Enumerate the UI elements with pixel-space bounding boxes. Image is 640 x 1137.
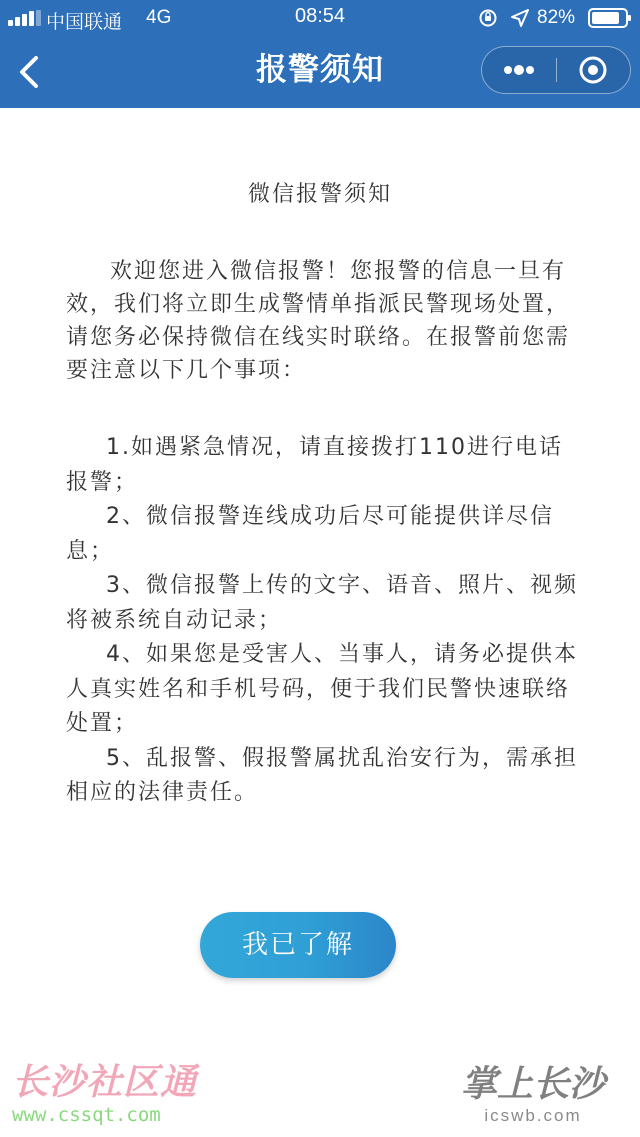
watermark-right xyxy=(438,1064,628,1126)
notice-item: 2、微信报警连线成功后尽可能提供详尽信息； xyxy=(66,504,554,564)
notice-title: 微信报警须知 xyxy=(247,182,392,207)
location-arrow-icon xyxy=(510,8,530,28)
watermark-left xyxy=(12,1062,232,1126)
more-button[interactable] xyxy=(482,47,556,92)
status-time: 08:54 xyxy=(294,5,346,27)
top-bar xyxy=(0,0,640,108)
notice-item: 3、微信报警上传的文字、语音、照片、视频将被系统自动记录； xyxy=(66,573,578,633)
carrier-name: 中国联通 xyxy=(46,12,123,33)
target-close-icon xyxy=(557,47,629,92)
rotation-lock-icon xyxy=(478,8,498,28)
notice-items xyxy=(66,431,586,811)
notice-item: 5、乱报警、假报警属扰乱治安行为，需承担相应的法律责任。 xyxy=(66,745,578,805)
battery-icon xyxy=(588,8,632,28)
acknowledge-button[interactable]: 我已了解 xyxy=(200,912,396,978)
network-type: 4G xyxy=(146,7,172,28)
navigation-bar xyxy=(0,36,640,108)
page-title: 报警须知 xyxy=(256,52,384,88)
notice-item: 4、如果您是受害人、当事人，请务必提供本人真实姓名和手机号码，便于我们民警快速联络处置； xyxy=(66,642,578,736)
mini-program-capsule xyxy=(481,46,631,94)
notice-item: 1.如遇紧急情况，请直接拨打110进行电话报警； xyxy=(66,435,563,495)
notice-intro xyxy=(66,255,586,387)
watermark-left-url: www.cssqt.com xyxy=(12,1104,161,1126)
notice-intro-text: 欢迎您进入微信报警！您报警的信息一旦有效，我们将立即生成警情单指派民警现场处置，请您务必保持微信在线实时联络。在报警前您需要注意以下几个事项： xyxy=(66,259,571,383)
more-dots-icon xyxy=(482,47,556,92)
watermark-right-url: icswb.com xyxy=(484,1106,582,1125)
battery-percentage: 82% xyxy=(537,7,576,28)
watermark-left-name: 长沙社区通 xyxy=(12,1062,198,1103)
watermark-right-name: 掌上长沙 xyxy=(460,1064,605,1105)
status-bar xyxy=(0,0,640,36)
close-mini-program-button[interactable] xyxy=(557,47,629,92)
